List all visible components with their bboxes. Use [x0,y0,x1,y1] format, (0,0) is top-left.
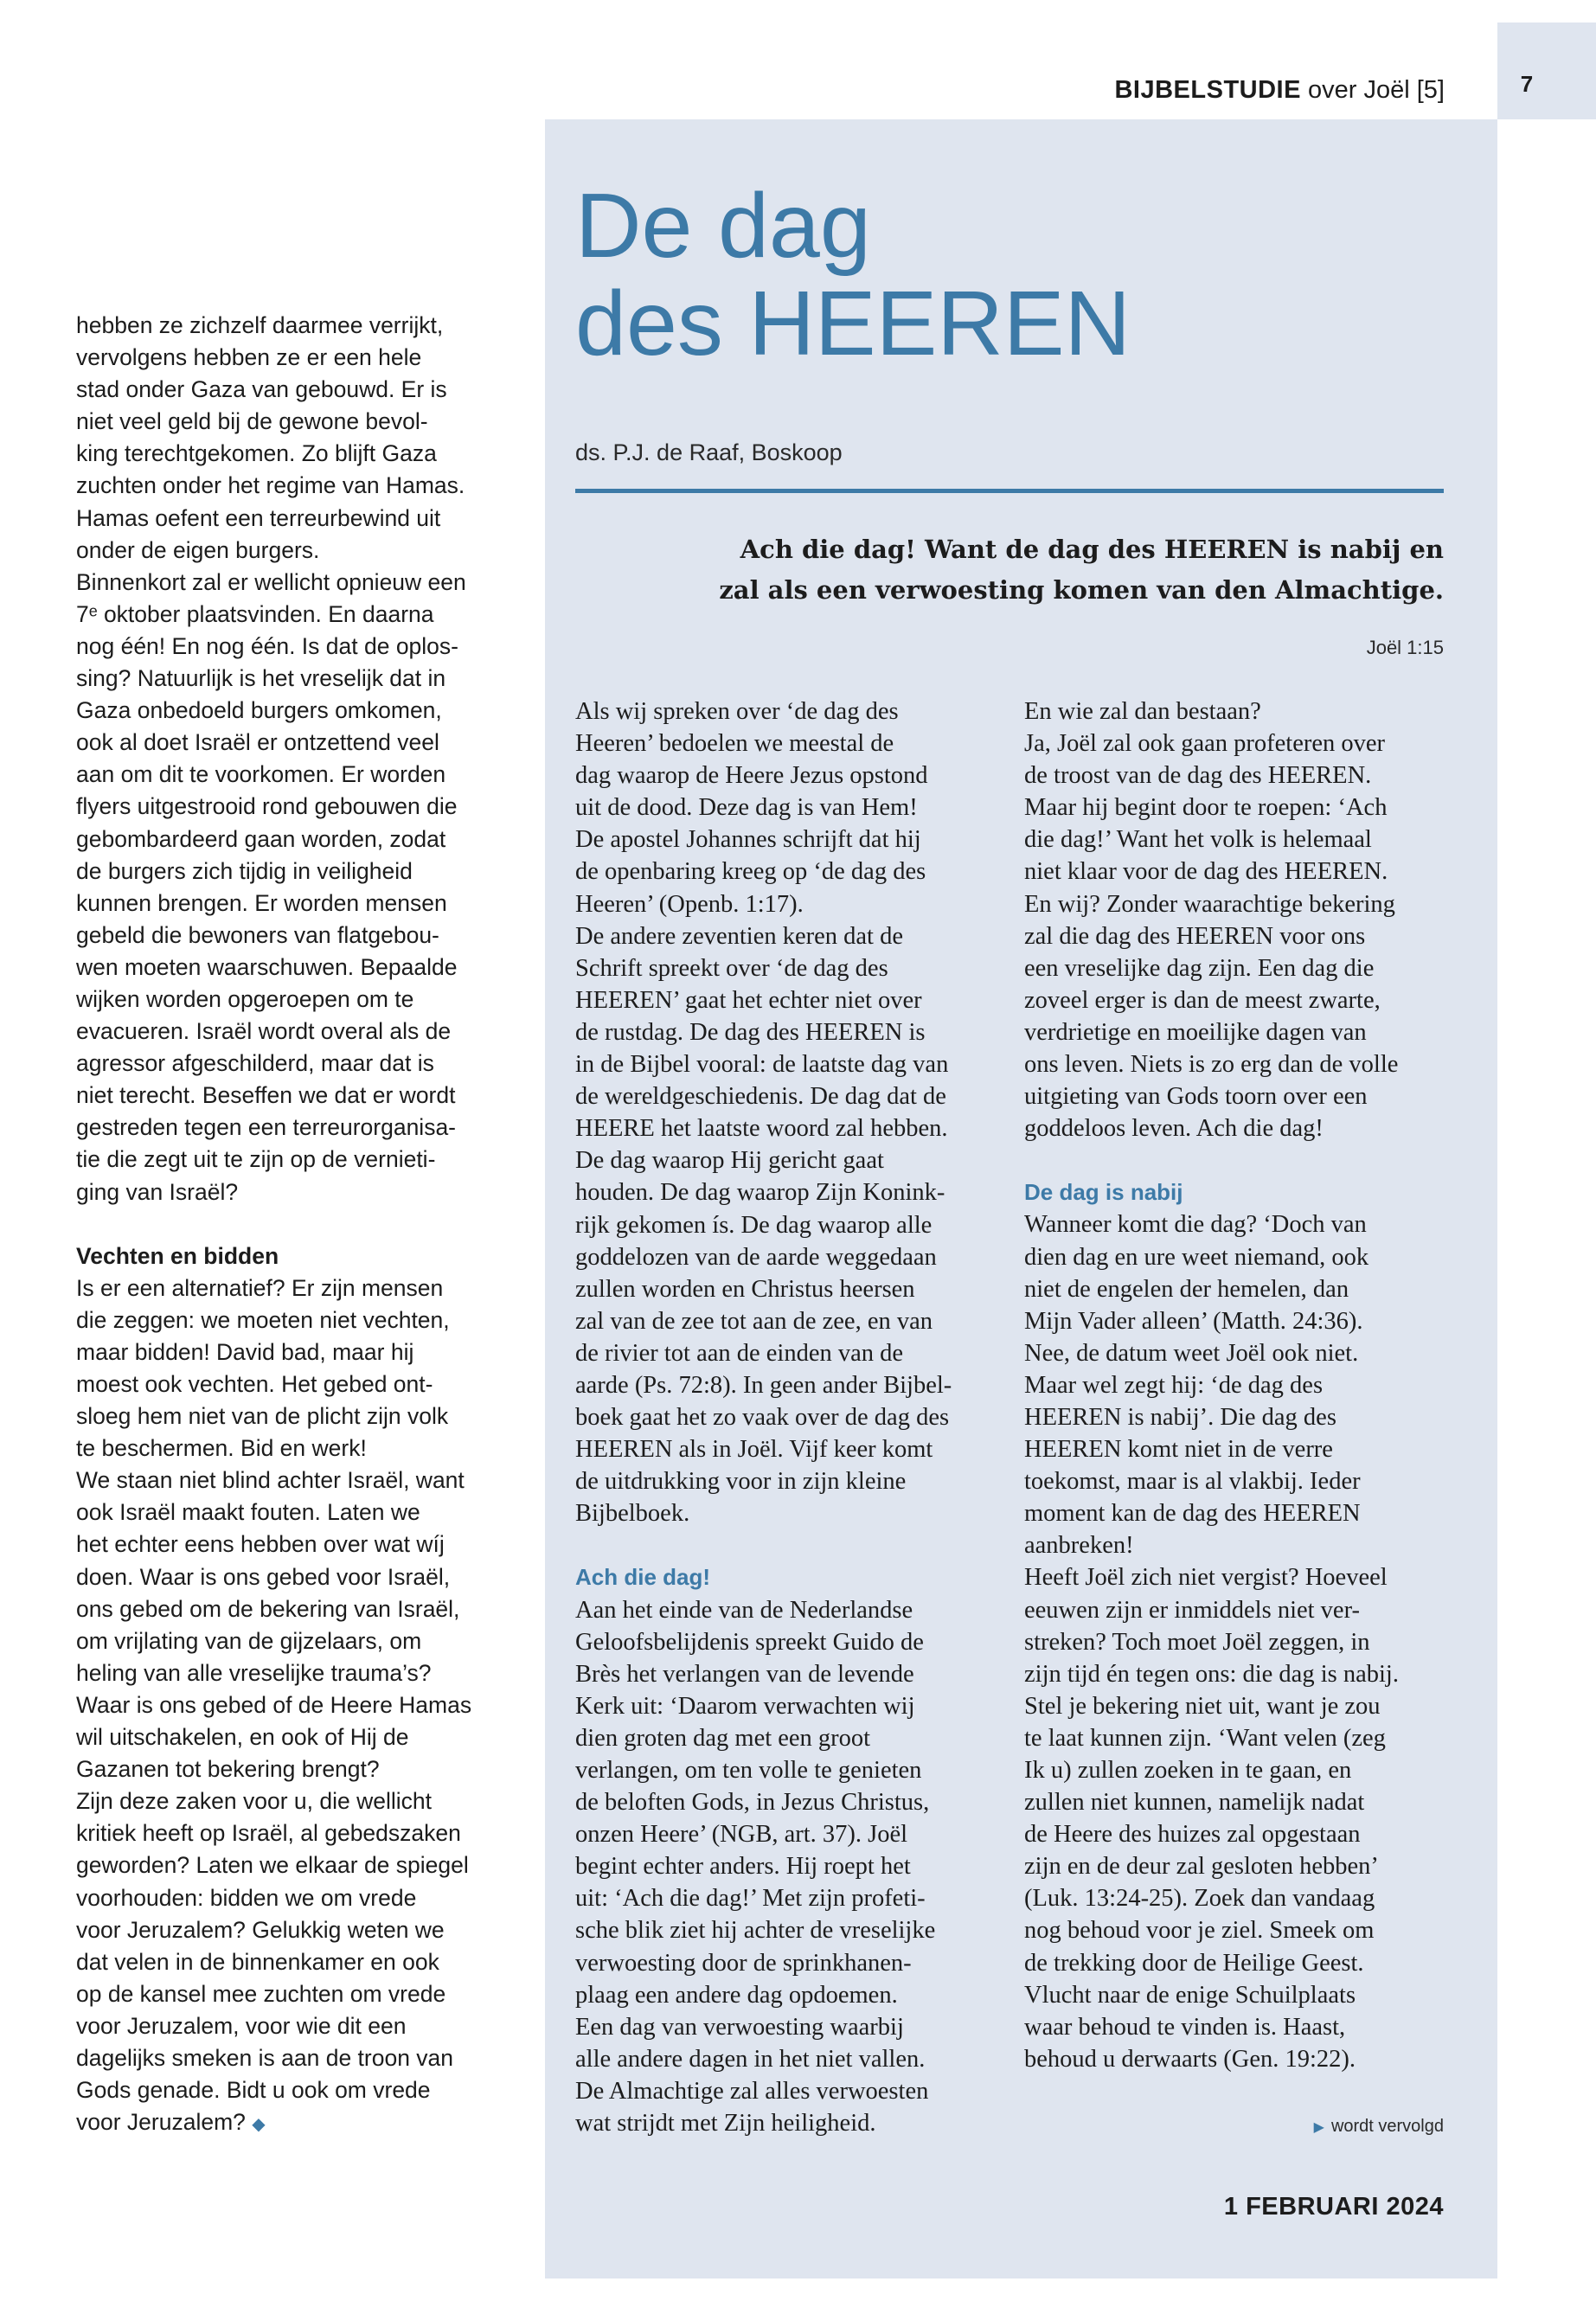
section-label: BIJBELSTUDIE [1114,76,1301,104]
article-title: De dag des HEEREN [575,175,1131,375]
play-triangle-icon: ▶ [1313,2120,1324,2135]
end-diamond-icon: ◆ [252,2115,266,2135]
left-paragraph-2-text: Is er een alternatief? Er zijn mensen die zeggen: we moeten niet vechten, maar bidden! David bad, maar hij moest ook vechten. Het gebed ont- sloeg hem niet van de plicht zijn volk te beschermen. Bid en werk! We staan niet blind achter Israël, want ook Israël maakt fouten. Laten we het echter eens hebben over wat wíj doen. Waar is ons gebed voor Israël, ons gebed om de bekering van Israël, om vrijlating van de gijzelaars, om heling van alle vreselijke trauma’s? Waar is ons gebed of de Heere Hamas wil uitschakelen, en ook of Hij de Gazanen tot bekering brengt? Zijn deze zaken voor u, die wellicht kritiek heeft op Israël, al gebedszaken geworden? Laten we elkaar de spiegel voorhouden: bidden we om vrede voor Jeruzalem? Gelukkig weten we dat velen in de binnenkamer en ook op de kansel mee zuchten om vrede voor Jeruzalem, voor wie dit een dagelijks smeken is aan de troon van Gods genade. Bidt u ook om vrede voor Jeruzalem? [76,1274,472,2136]
page-number: 7 [1520,71,1534,97]
middle-paragraph-1: Als wij spreken over ‘de dag des Heeren’ bedoelen we meestal de dag waarop de Heere Jezus opstond uit de dood. Deze dag is van Hem! De apostel Johannes schrijft dat hij de openbaring kreeg op ‘de dag des Heeren’ (Openb. 1:17). De andere zeventien keren dat de Schrift spreekt over ‘de dag des HEEREN’ gaat het echter niet over de rustdag. De dag des HEEREN is in de Bijbel vooral: de laatste dag van de wereldgeschiedenis. De dag dat de HEERE het laatste woord zal hebben. De dag waarop Hij gericht gaat houden. De dag waarop Zijn Konink- rijk gekomen ís. De dag waarop alle goddelozen van de aarde weggedaan zullen worden en Christus heersen zal van de zee tot aan de zee, en van de rivier tot aan de einden van de aarde (Ps. 72:8). In geen ander Bijbel- boek gaat het zo vaak over de dag des HEEREN als in Joël. Vijf keer komt de uitdrukking voor in zijn kleine Bijbelboek. [575,698,952,1528]
left-subheading: Vechten en bidden [76,1242,279,1269]
continued-note [1314,2117,1444,2137]
right-column [1024,695,1444,2075]
quote-reference: Joël 1:15 [1366,637,1444,658]
right-paragraph-2: Wanneer komt die dag? ‘Doch van dien dag en ure weet niemand, ook niet de engelen der hemelen, dan Mijn Vader alleen’ (Matth. 24:36). Nee, de datum weet Joël ook niet. Maar wel zegt hij: ‘de dag des HEEREN is nabij’. Die dag des HEEREN komt niet in de verre toekomst, maar is al vlakbij. Ieder moment kan de dag des HEEREN aanbreken! Heeft Joël zich niet vergist? Hoeveel eeuwen zijn er inmiddels niet ver- streken? Toch moet Joël zeggen, in zijn tijd én tegen ons: die dag is nabij. Stel je bekering niet uit, want je zou te laat kunnen zijn. ‘Want velen (zeg Ik u) zullen zoeken in te gaan, en zullen niet kunnen, namelijk nadat de Heere des huizes zal opgestaan zijn en de deur zal gesloten hebben’ (Luk. 13:24-25). Zoek dan vandaag nog behoud voor je ziel. Smeek om de trekking door de Heilige Geest. Vlucht naar de enige Schuilplaats waar behoud te vinden is. Haast, behoud u derwaarts (Gen. 19:22). [1024,1211,1399,2073]
right-subheading: De dag is nabij [1024,1179,1183,1206]
right-paragraph-1: En wie zal dan bestaan? Ja, Joël zal ook gaan profeteren over de troost van de dag des HEEREN. Maar hij begint door te roepen: ‘Ach die dag!’ Want het volk is helemaal niet klaar voor de dag des HEEREN. En wij? Zonder waarachtige bekering zal die dag des HEEREN voor ons een vreselijke dag zijn. Een dag die zoveel erger is dan de meest zwarte, verdrietige en moeilijke dagen van ons leven. Niets is zo erg dan de volle uitgieting van Gods toorn over een goddeloos leven. Ach die dag! [1024,698,1399,1143]
article-author: ds. P.J. de Raaf, Boskoop [575,439,843,465]
continued-text: wordt vervolgd [1330,2117,1444,2136]
middle-column [575,695,995,2139]
running-header [1114,76,1445,105]
left-paragraph-2 [76,1272,526,2142]
left-column [76,310,526,2141]
pull-quote: Ach die dag! Want de dag des HEEREN is nabij en zal als een verwoesting komen van den Almachtige. [719,535,1444,605]
issue-date: 1 FEBRUARI 2024 [1223,2193,1444,2221]
left-paragraph-1: hebben ze zichzelf daarmee verrijkt, vervolgens hebben ze er een hele stad onder Gaza van gebouwd. Er is niet veel geld bij de gewone bevol- king terechtgekomen. Zo blijft Gaza zuchten onder het regime van Hamas. Hamas oefent een terreurbewind uit onder de eigen burgers. Binnenkort zal er wellicht opnieuw een 7ᵉ oktober plaatsvinden. En daarna nog één! En nog één. Is dat de oplos- sing? Natuurlijk is het vreselijk dat in Gaza onbedoeld burgers omkomen, ook al doet Israël er ontzettend veel aan om dit te voorkomen. Er worden flyers uitgestrooid rond gebouwen die gebombardeerd gaan worden, zodat de burgers zich tijdig in veiligheid kunnen brengen. Er worden mensen gebeld die bewoners van flatgebou- wen moeten waarschuwen. Bepaalde wijken worden opgeroepen om te evacueren. Israël wordt overal als de agressor afgeschilderd, maar dat is niet terecht. Beseffen we dat er wordt gestreden tegen een terreurorganisa- tie die zegt uit te zijn op de vernieti- ging van Israël? [76,312,466,1205]
middle-subheading: Ach die dag! [575,1564,711,1591]
section-subtitle: over Joël [5] [1308,76,1445,104]
middle-paragraph-2: Aan het einde van de Nederlandse Geloofsbelijdenis spreekt Guido de Brès het verlangen van de levende Kerk uit: ‘Daarom verwachten wij dien groten dag met een groot verlangen, om ten volle te genieten de beloften Gods, in Jezus Christus, onzen Heere’ (NGB, art. 37). Joël begint echter anders. Hij roept het uit: ‘Ach die dag!’ Met zijn profeti- sche blik ziet hij achter de vreselijke verwoesting door de sprinkhanen- plaag een andere dag opdoemen. Een dag van verwoesting waarbij alle andere dagen in het niet vallen. De Almachtige zal alles verwoesten wat strijdt met Zijn heiligheid. [575,1596,936,2138]
title-divider [575,489,1444,493]
